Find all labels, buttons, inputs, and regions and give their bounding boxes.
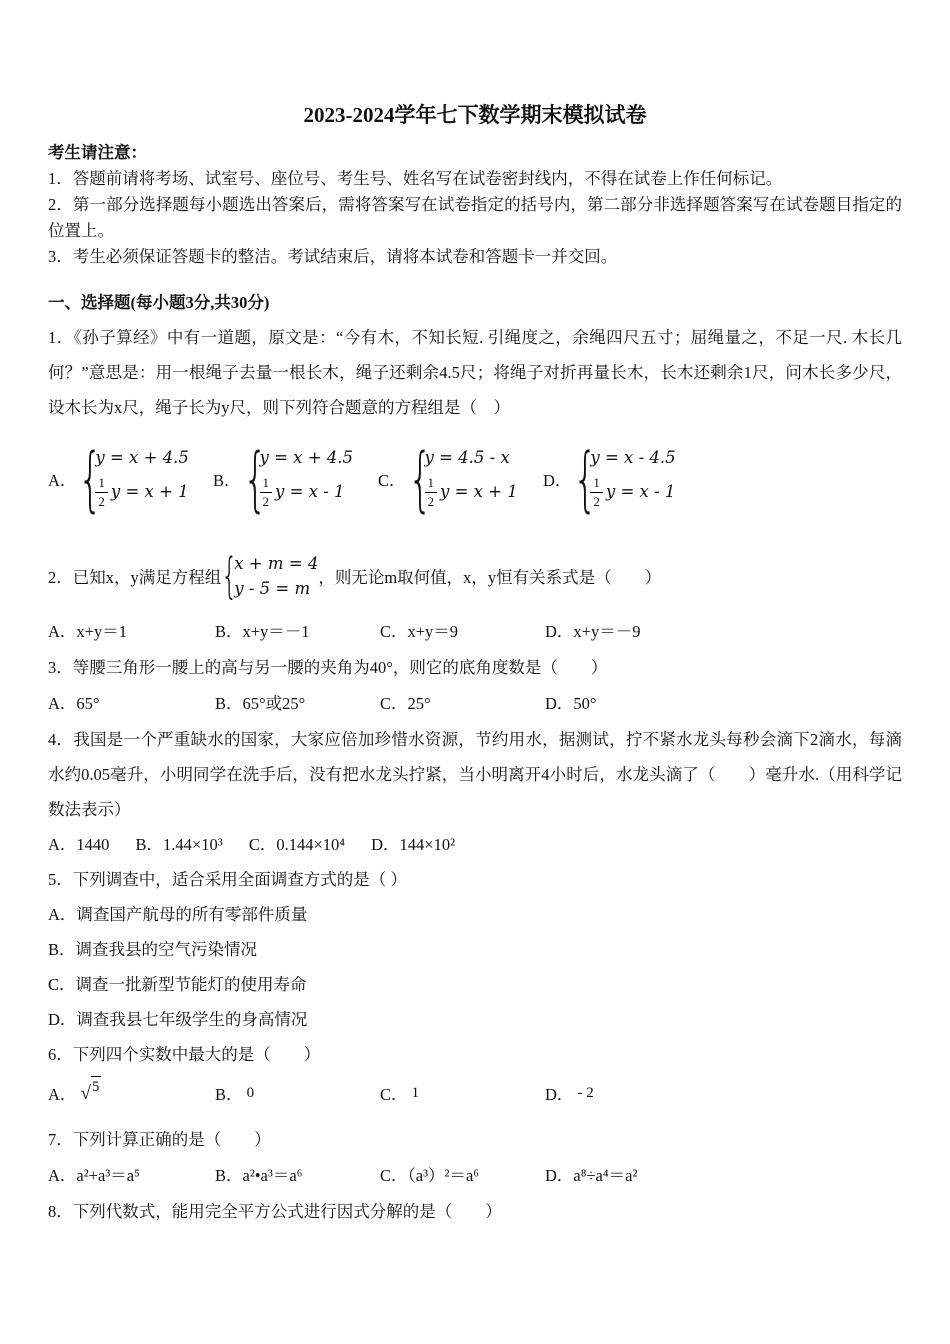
page-title: 2023-2024学年七下数学期末模拟试卷 bbox=[303, 103, 647, 127]
fraction-denominator: 2 bbox=[593, 493, 600, 509]
equation-line: y = 4.5 - x bbox=[424, 448, 510, 467]
question-6-text: 6．下列四个实数中最大的是（ ） bbox=[48, 1045, 321, 1064]
sqrt-icon bbox=[81, 1076, 91, 1111]
question-4-text: 4．我国是一个严重缺水的国家，大家应倍加珍惜水资源，节约用水，据测试，拧不紧水龙头每秒会滴下2滴水，每滴水约0.05毫升，小明同学在洗手后，没有把水龙头拧紧，当小明离开4小时后，水龙头滴了（ ）毫升水.（用科学记数法表示） bbox=[48, 730, 902, 819]
left-brace-icon bbox=[221, 548, 228, 604]
left-brace-icon bbox=[78, 437, 87, 521]
option-c: C．调查一批新型节能灯的使用寿命 bbox=[48, 975, 307, 994]
option-label: B． bbox=[213, 471, 241, 490]
equation-line: y = x - 4.5 bbox=[590, 448, 676, 467]
question-3-text: 3．等腰三角形一腰上的高与另一腰的夹角为40°，则它的底角度数是（ ） bbox=[48, 658, 608, 677]
left-brace-icon bbox=[408, 437, 417, 521]
left-brace-icon bbox=[573, 437, 582, 521]
question-1-option-c bbox=[378, 437, 543, 521]
equation-line: x + m = 4 bbox=[234, 554, 319, 573]
question-3-options bbox=[48, 686, 902, 721]
option-d: D．x+y＝－9 bbox=[545, 622, 641, 641]
question-6-options bbox=[48, 1076, 902, 1112]
equation-system bbox=[95, 445, 189, 513]
option-a: A．a²+a³＝a⁵ bbox=[48, 1166, 140, 1185]
option-value: 0 bbox=[246, 1085, 255, 1101]
option-a: A．65° bbox=[48, 694, 100, 713]
fraction-denominator: 2 bbox=[98, 493, 105, 509]
equation-line bbox=[425, 471, 518, 513]
fraction-denominator: 2 bbox=[427, 493, 435, 509]
notice-section bbox=[48, 140, 902, 270]
equation-line bbox=[260, 471, 354, 513]
option-d: D．调查我县七年级学生的身高情况 bbox=[48, 1010, 308, 1029]
equation-line: y = x + 4.5 bbox=[95, 448, 189, 467]
equation-line bbox=[95, 471, 189, 513]
option-c: C．x+y＝9 bbox=[380, 622, 459, 641]
option-b: B．调查我县的空气污染情况 bbox=[48, 940, 258, 959]
question-5-text: 5．下列调查中，适合采用全面调查方式的是（ ） bbox=[48, 870, 407, 889]
fraction-numerator: 1 bbox=[260, 475, 273, 493]
option-label: C． bbox=[378, 471, 406, 490]
question-1-option-b bbox=[213, 437, 378, 521]
option-c bbox=[380, 1076, 545, 1112]
equation-rest: y = x + 1 bbox=[440, 482, 518, 501]
question-2-options bbox=[48, 614, 902, 649]
left-brace-icon bbox=[243, 437, 252, 521]
question-7-options bbox=[48, 1158, 902, 1193]
equation-system bbox=[425, 445, 518, 513]
option-b bbox=[215, 1076, 380, 1112]
question-8-text: 8．下列代数式，能用完全平方公式进行因式分解的是（ ） bbox=[48, 1202, 502, 1221]
option-label: A． bbox=[48, 1085, 77, 1104]
option-b: B．65°或25° bbox=[215, 694, 306, 713]
fraction-numerator: 1 bbox=[95, 475, 108, 493]
question-2-pre: 2．已知x，y满足方程组 bbox=[48, 568, 222, 587]
equation-line: y - 5 = m bbox=[234, 579, 311, 598]
option-a bbox=[48, 1076, 215, 1112]
equation-system bbox=[260, 445, 354, 513]
equation-rest: y = x - 1 bbox=[605, 482, 676, 501]
option-b: B．x+y＝－1 bbox=[215, 622, 310, 641]
option-a: A．1440 bbox=[48, 835, 110, 854]
option-d: D．a⁸÷a⁴＝a² bbox=[545, 1166, 638, 1185]
sqrt-radical bbox=[81, 1076, 102, 1111]
option-label: D． bbox=[545, 1085, 574, 1104]
option-a: A．x+y＝1 bbox=[48, 622, 127, 641]
equation-rest: y = x + 1 bbox=[110, 482, 189, 501]
fraction-numerator: 1 bbox=[425, 475, 438, 493]
fraction-numerator: 1 bbox=[590, 475, 603, 493]
equation-line bbox=[590, 471, 675, 513]
question-4-options bbox=[48, 827, 902, 862]
option-d: D．144×10² bbox=[371, 835, 456, 854]
equation-system bbox=[590, 445, 675, 513]
radicand: 5 bbox=[91, 1076, 101, 1096]
option-d bbox=[545, 1076, 902, 1112]
equation-system bbox=[234, 551, 318, 601]
option-label: B． bbox=[215, 1085, 243, 1104]
question-1-option-d bbox=[543, 437, 708, 521]
option-c: C．0.144×10⁴ bbox=[248, 835, 346, 854]
option-b: B．1.44×10³ bbox=[135, 835, 223, 854]
option-value: - 2 bbox=[577, 1085, 594, 1101]
option-label: C． bbox=[380, 1085, 408, 1104]
equation-line: y = x + 4.5 bbox=[259, 448, 354, 467]
section-1-heading: 一、选择题(每小题3分,共30分) bbox=[48, 293, 270, 312]
option-value: 1 bbox=[411, 1085, 420, 1101]
option-c: C．（a³）²＝a⁶ bbox=[380, 1166, 480, 1185]
option-label: A． bbox=[48, 471, 77, 490]
option-c: C．25° bbox=[380, 694, 431, 713]
question-1-option-a bbox=[48, 437, 213, 521]
notice-line-2: 2．第一部分选择题每小题选出答案后，需将答案写在试卷指定的括号内，第二部分非选择题答案写在试卷题目指定的位置上。 bbox=[48, 195, 902, 240]
question-2-text bbox=[48, 539, 902, 613]
option-label: D． bbox=[543, 471, 572, 490]
question-1-text: 1．《孙子算经》中有一道题，原文是：“今有木，不知长短. 引绳度之，余绳四尺五寸；屈绳量之，不足一尺. 木长几何？”意思是：用一根绳子去量一根长木，绳子还剩余4.5尺；将绳子对折再量长木，长木还剩余1尺，问木长多少尺，设木长为x尺，绳子长为y尺，则下列符合题意的方程组是（ ） bbox=[48, 328, 902, 417]
question-1-options bbox=[48, 431, 902, 527]
option-d: D．50° bbox=[545, 694, 597, 713]
fraction-denominator: 2 bbox=[262, 493, 270, 509]
option-a: A．调查国产航母的所有零部件质量 bbox=[48, 905, 308, 924]
notice-line-1: 1．答题前请将考场、试室号、座位号、考生号、姓名写在试卷密封线内，不得在试卷上作任何标记。 bbox=[48, 169, 783, 188]
question-2-post: ，则无论m取何值，x，y恒有关系式是（ ） bbox=[318, 568, 662, 587]
notice-line-3: 3．考生必须保证答题卡的整洁。考试结束后，请将本试卷和答题卡一并交回。 bbox=[48, 247, 618, 266]
equation-rest: y = x - 1 bbox=[275, 482, 345, 501]
option-b: B．a²•a³＝a⁶ bbox=[215, 1166, 303, 1185]
question-7-text: 7．下列计算正确的是（ ） bbox=[48, 1130, 271, 1149]
notice-heading: 考生请注意： bbox=[48, 143, 147, 162]
